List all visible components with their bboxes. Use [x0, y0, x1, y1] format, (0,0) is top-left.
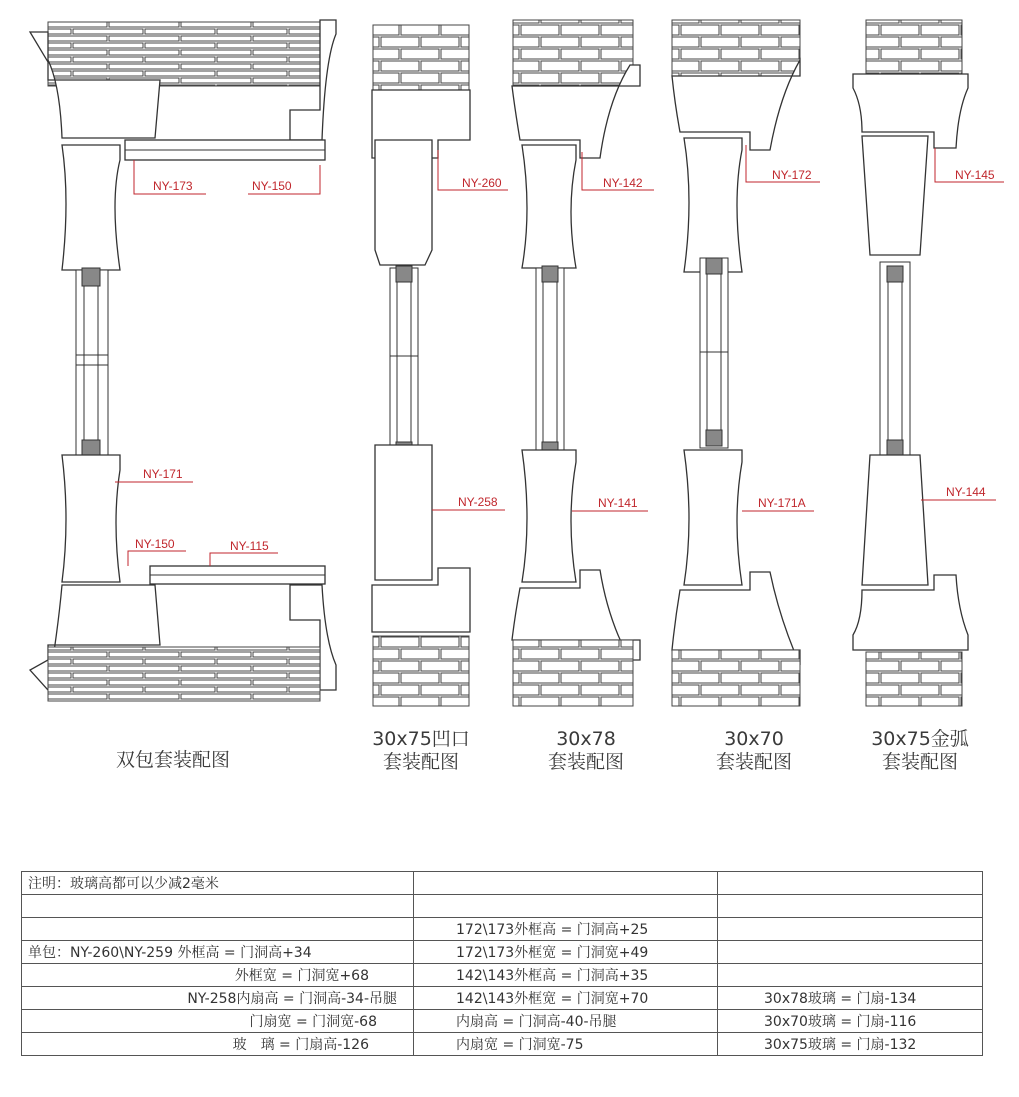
- lower-jamb-profile: [62, 455, 120, 582]
- table-cell: 142\143外框宽 = 门洞宽+70: [414, 987, 718, 1010]
- diagram-double-casing: [30, 20, 336, 701]
- label-ny-173: NY-173: [153, 179, 193, 193]
- diagram-30x75-golden-arc: [853, 20, 1004, 706]
- caption-30x70-line1: 30x70: [724, 728, 784, 750]
- table-cell: 30x75玻璃 = 门扇-132: [718, 1033, 983, 1056]
- table-row: [22, 964, 983, 987]
- top-brick-wall: [513, 20, 633, 86]
- table-row: [22, 1033, 983, 1056]
- glazing-bead-top: [82, 268, 100, 286]
- table-row: [22, 918, 983, 941]
- table-cell: 外框宽 = 门洞宽+68: [22, 964, 414, 987]
- table-cell: [718, 895, 983, 918]
- table-cell: 注明：玻璃高都可以少减2毫米: [22, 872, 414, 895]
- caption-30x75-recessed-line2: 套装配图: [382, 751, 460, 773]
- upper-jamb-profile: [862, 136, 928, 255]
- table-cell: 172\173外框高 = 门洞高+25: [414, 918, 718, 941]
- caption-30x70-line2: 套装配图: [715, 751, 793, 773]
- upper-jamb-profile: [375, 140, 432, 265]
- lower-jamb-profile: [522, 450, 576, 582]
- label-ny-171: NY-171: [143, 467, 183, 481]
- glass-sash: [390, 268, 418, 458]
- diagram-30x78: [512, 20, 654, 706]
- table-cell: [718, 872, 983, 895]
- label-ny-258: NY-258: [458, 495, 498, 509]
- table-cell: [718, 941, 983, 964]
- caption-30x78-line1: 30x78: [556, 728, 616, 750]
- table-row: [22, 872, 983, 895]
- upper-jamb-profile: [522, 145, 576, 268]
- table-cell: [414, 895, 718, 918]
- lower-jamb-profile: [375, 445, 432, 580]
- label-ny-260: NY-260: [462, 176, 502, 190]
- caption-30x78-line2: 套装配图: [547, 751, 625, 773]
- lower-jamb-profile: [684, 450, 742, 585]
- table-cell: [718, 964, 983, 987]
- top-brick-wall: [48, 22, 320, 86]
- table-cell: [22, 895, 414, 918]
- glass-sash: [536, 268, 564, 458]
- lower-jamb-profile: [862, 455, 928, 585]
- table-cell: 30x78玻璃 = 门扇-134: [718, 987, 983, 1010]
- table-cell: 门扇宽 = 门洞宽-68: [22, 1010, 414, 1033]
- label-ny-142: NY-142: [603, 176, 643, 190]
- bottom-brick-wall: [672, 650, 800, 706]
- table-row: [22, 987, 983, 1010]
- top-brick-wall: [866, 20, 962, 74]
- bottom-brick-wall: [48, 647, 320, 701]
- bottom-brick-wall: [373, 636, 469, 706]
- label-ny-150-top: NY-150: [252, 179, 292, 193]
- table-cell: 玻 璃 = 门扇高-126: [22, 1033, 414, 1056]
- glass-sash: [880, 262, 910, 457]
- caption-30x75-golden-arc-line1: 30x75金弧: [871, 728, 969, 750]
- label-ny-150-bottom: NY-150: [135, 537, 175, 551]
- table-row: [22, 895, 983, 918]
- notes-table: [21, 871, 983, 1056]
- label-ny-115: NY-115: [230, 539, 269, 553]
- bottom-brick-wall: [866, 652, 962, 706]
- caption-30x75-golden-arc-line2: 套装配图: [881, 751, 959, 773]
- top-brick-wall: [672, 20, 800, 76]
- table-row: [22, 1010, 983, 1033]
- bottom-brick-wall: [513, 640, 633, 706]
- table-cell: 内扇高 = 门洞高-40-吊腿: [414, 1010, 718, 1033]
- caption-30x75-recessed-line1: 30x75凹口: [372, 728, 470, 750]
- glass-sash: [76, 270, 108, 455]
- label-ny-171a: NY-171A: [758, 496, 806, 510]
- table-cell: 142\143外框高 = 门洞高+35: [414, 964, 718, 987]
- bottom-casing-profile: [853, 575, 968, 650]
- diagram-30x75-recessed: [372, 25, 508, 706]
- caption-double-casing: 双包套装配图: [115, 749, 231, 771]
- table-cell: NY-258内扇高 = 门洞高-34-吊腿: [22, 987, 414, 1010]
- table-cell: [718, 918, 983, 941]
- table-cell: 30x70玻璃 = 门扇-116: [718, 1010, 983, 1033]
- table-row: [22, 941, 983, 964]
- diagram-30x70: [672, 20, 820, 706]
- label-ny-141: NY-141: [598, 496, 638, 510]
- label-ny-172: NY-172: [772, 168, 812, 182]
- table-cell: [414, 872, 718, 895]
- table-cell: 172\173外框宽 = 门洞宽+49: [414, 941, 718, 964]
- label-ny-145: NY-145: [955, 168, 995, 182]
- label-ny-144: NY-144: [946, 485, 986, 499]
- table-cell: 单包：NY-260\NY-259 外框高 = 门洞高+34: [22, 941, 414, 964]
- glass-sash: [700, 258, 728, 448]
- top-brick-wall: [373, 25, 469, 93]
- upper-jamb-profile: [684, 138, 742, 272]
- table-cell: 内扇宽 = 门洞宽-75: [414, 1033, 718, 1056]
- table-cell: [22, 918, 414, 941]
- upper-jamb-profile: [62, 145, 120, 270]
